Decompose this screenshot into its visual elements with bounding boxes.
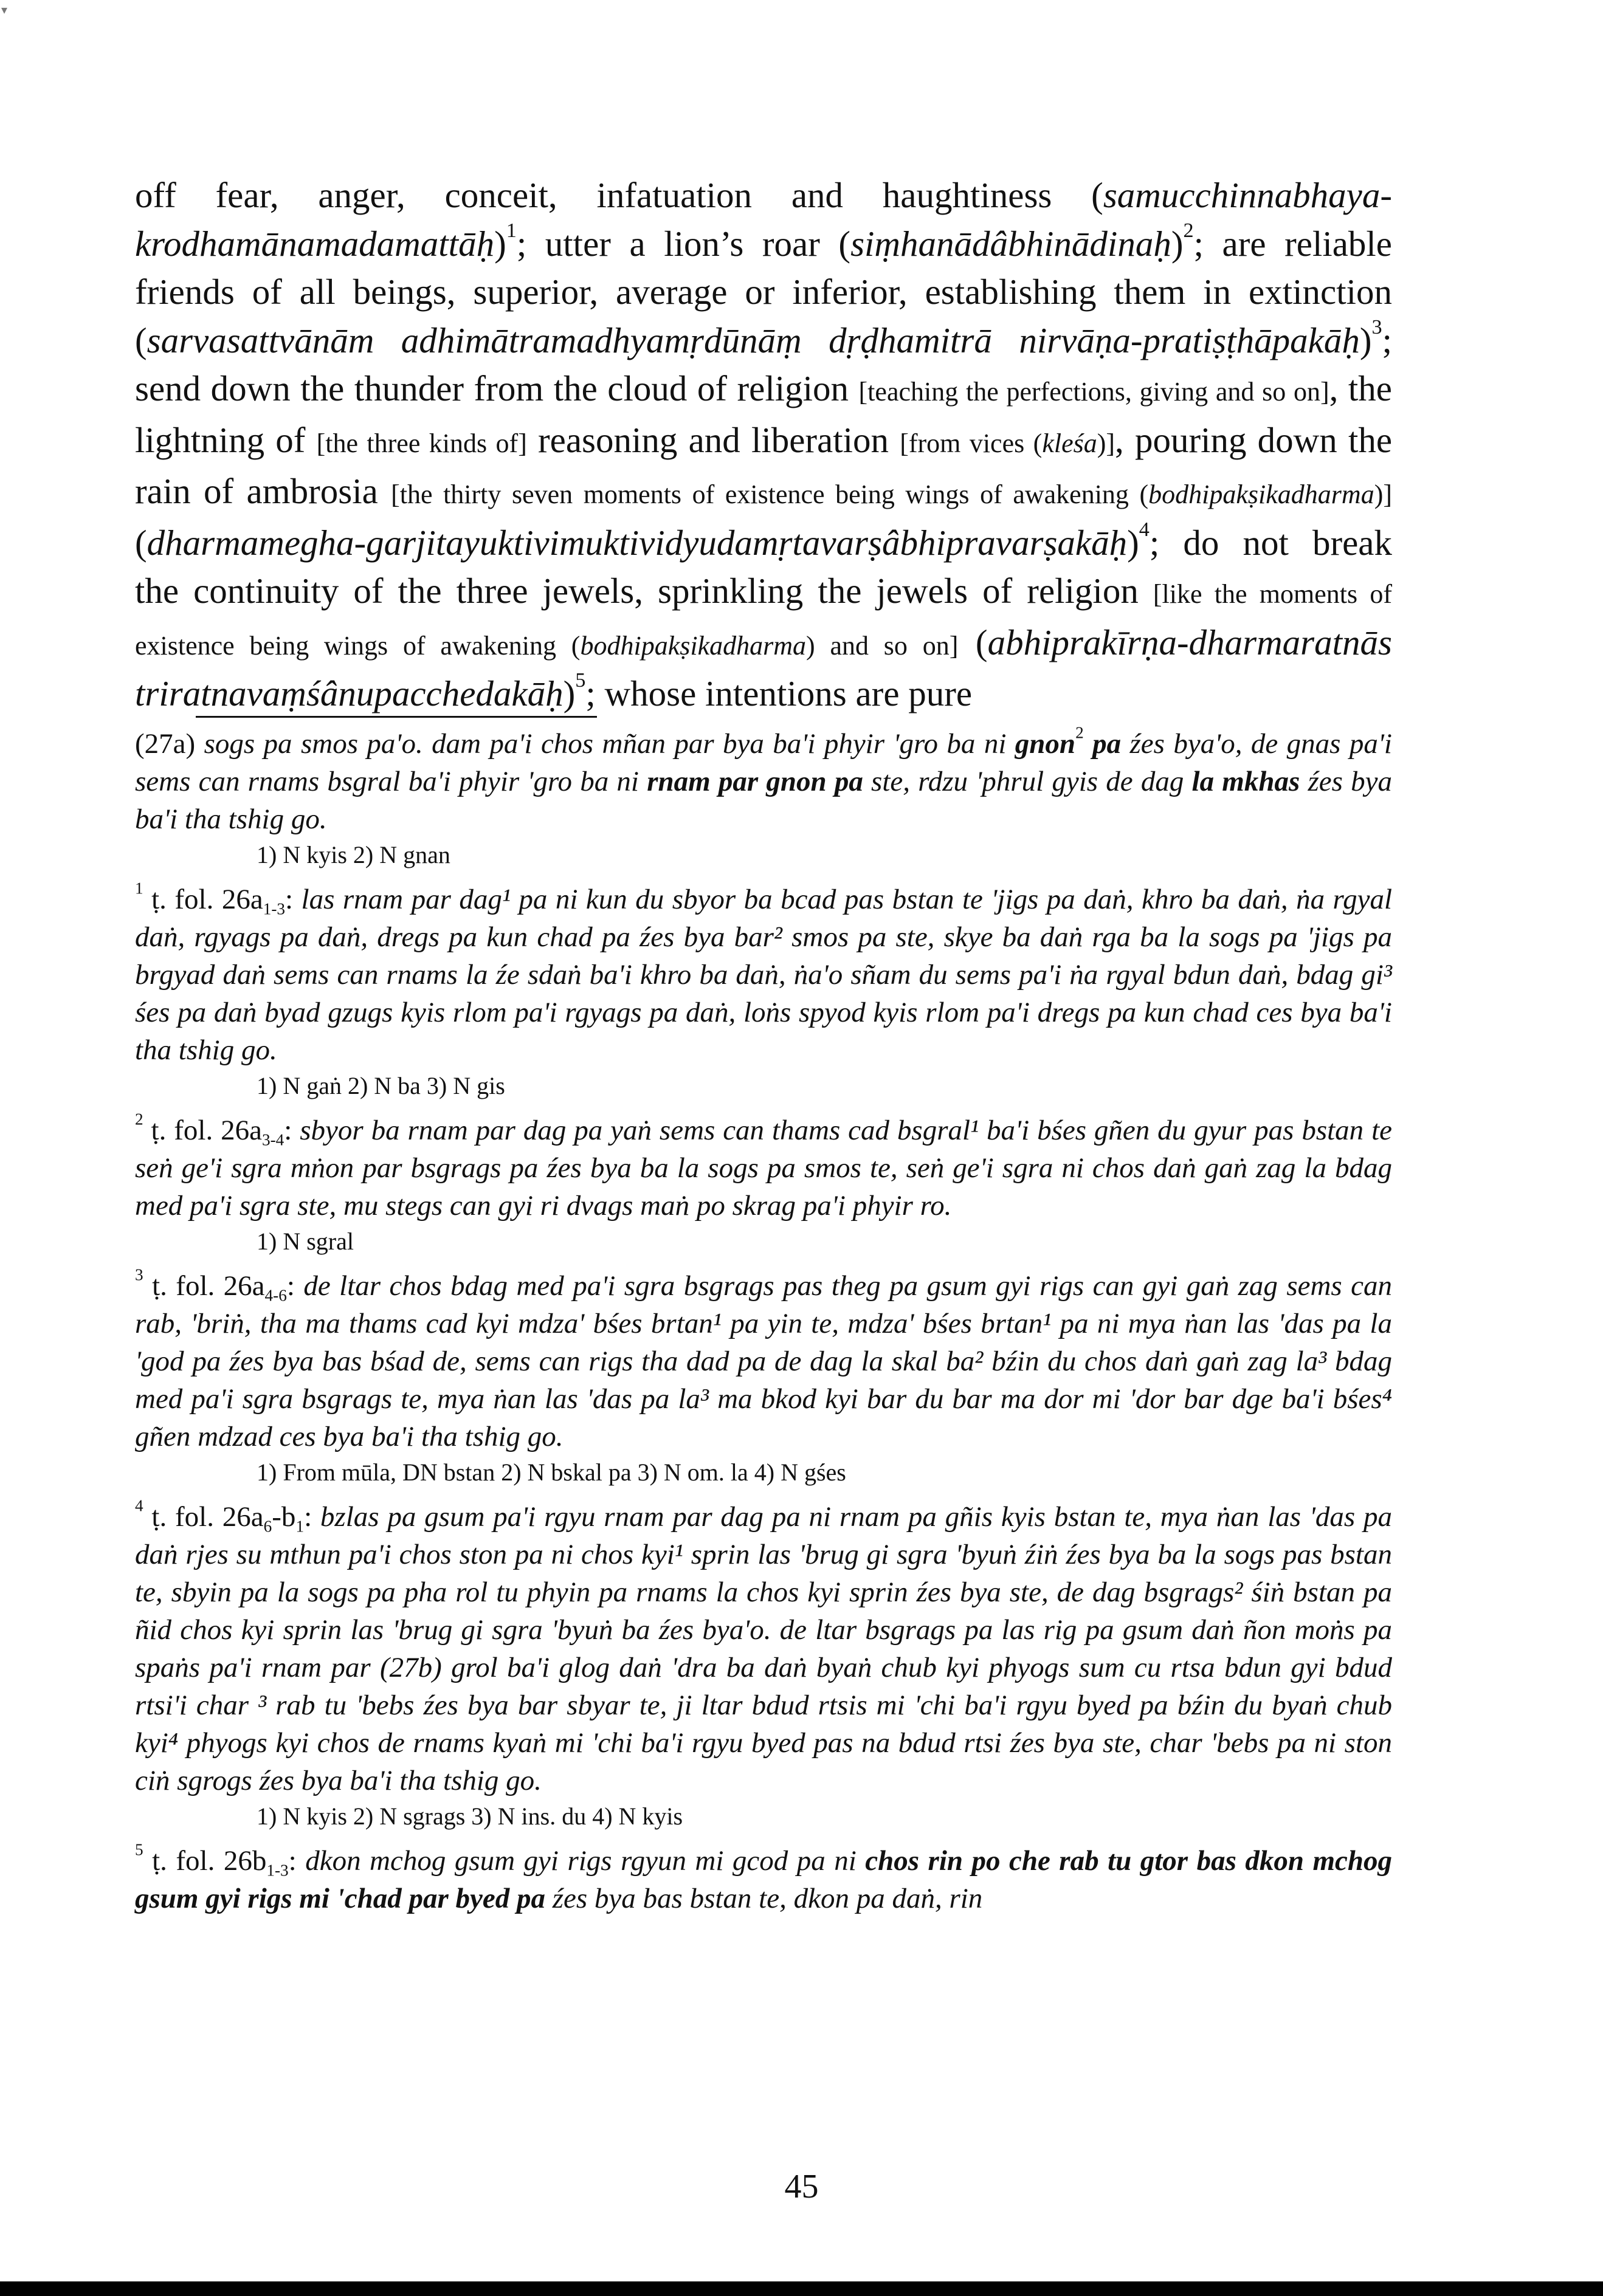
footnote-4-text: $^4$ ṭ. fol. $26a_6-b_1$: bzlas pa gsum pa'i rgyu rnam par dag pa ni rnam pa gñis kyis bstan te, mya ṅan las 'das pa daṅ rjes su mthun pa'i chos ston pa ni chos kyi¹ sprin las 'brug gi sgra 'byuṅ źiṅ źes bya ba la sogs pas bstan te, sbyin pa la sogs pa pha rol tu phyin pa rnams la chos kyi sprin źes bya ste, de dag bsgrags² śiṅ bstan pa ñid chos kyi sprin las 'brug gi sgra 'byuṅ ba źes bya'o. de ltar bsgrags pa las rig pa gsum daṅ ñon moṅs pa spaṅs pa'i rnam par (27b) grol ba'i glog daṅ 'dra ba daṅ byaṅ chub kyi phyogs sum cu rtsa bdun gyi bdud rtsi'i char ³ rab tu 'bebs źes bya bar sbyar te, ji ltar bdud rtsis mi 'chi ba'i rgyu byed pa bźin du byaṅ chub kyi⁴ phyogs kyi chos de rnams kyaṅ mi 'chi ba'i rgyu byed pas na bdud rtsi źes bya ste, char 'bebs pa ni ston ciṅ sgrogs źes bya ba'i tha tshig go. xyxy=(135,1496,1392,1796)
footnote-4 xyxy=(135,1498,1392,1834)
footnote-2-text: $^2$ ṭ. fol. $26a_{3-4}$: sbyor ba rnam par dag pa yaṅ sems can thams cad bsgral¹ ba'i bśes gñen du gyur pas bstan te seṅ ge'i sgra mṅon par bsgrags pa źes bya ba la sogs pa smos te, seṅ ge'i sgra ni chos daṅ gaṅ zag la bdag med pa'i sgra ste, mu stegs can gyi ri dvags maṅ po skrag pa'i phyir ro. xyxy=(135,1109,1392,1222)
footnote-5 xyxy=(135,1842,1392,1917)
footnote-1-text: $^1$ ṭ. fol. $26a_{1-3}$: las rnam par dag¹ pa ni kun du sbyor ba bcad pas bstan te 'jigs pa daṅ, khro ba daṅ, ṅa rgyal daṅ, rgyags pa daṅ, dregs pa kun chad pa źes bya bar² smos pa ste, skye ba daṅ rga ba la sogs pa 'jigs pa brgyad daṅ sems can rnams la źe sdaṅ ba'i khro ba daṅ, ṅa'o sñam du sems pa'i ṅa rgyal bdun daṅ, bdag gi³ śes pa daṅ byad gzugs kyis rlom pa'i rgyags pa daṅ, loṅs spyod kyis rlom pa'i dregs pa kun chad ces bya ba'i tha tshig go. xyxy=(135,878,1393,1066)
page-content xyxy=(135,171,1392,1917)
commentary-text: (27a) sogs pa smos pa'o. dam pa'i chos mñan par bya ba'i phyir 'gro ba ni gnon$^2$ pa źes bya'o, de gnas pa'i sems can rnams bsgral ba'i phyir 'gro ba ni rnam par gnon pa ste, rdzu 'phrul gyis de dag la mkhas źes bya ba'i tha tshig go. xyxy=(135,723,1392,835)
footnote-2-variants: 1) N sgral xyxy=(257,1227,354,1255)
page-number: 45 xyxy=(784,2168,819,2205)
footnote-4-variants: 1) N kyis 2) N sgrags 3) N ins. du 4) N kyis xyxy=(257,1802,683,1830)
footnote-1-variants: 1) N gaṅ 2) N ba 3) N gis xyxy=(257,1071,505,1099)
scan-bottom-edge xyxy=(0,2281,1603,2296)
footnote-1 xyxy=(135,878,1393,1103)
main-translation-paragraph: off fear, anger, conceit, infatuation and haughtiness (samucchinnabhaya-krodhamānamadamattāḥ)$^1$; utter a lion’s roar (siṃhanādâbhinādinaḥ)$^2$; are reliable friends of all beings, superior, average or inferior, establishing them in extinction (sarvasattvānām adhimātramadhyamṛdūnāṃ dṛḍhamitrā nirvāṇa-pratiṣṭhāpakāḥ)$^3$; send down the thunder from the cloud of religion [teaching the perfections, giving and so on], the lightning of [the three kinds of] reasoning and liberation [from vices (kleśa)], pouring down the rain of ambrosia [the thirty seven moments of existence being wings of awakening (bodhipakṣikadharma)] (dharmamegha-garjitayuktivimuktividyudamṛtavarṣâbhipravarṣakāḥ)$^4$; do not break the continuity of the three jewels, sprinkling the jewels of religion [like the moments of existence being wings of awakening (bodhipakṣikadharma) and so on] (abhiprakīrṇa-dharmaratnās triratnavaṃśânupacchedakāḥ)$^5$; whose intentions are pure xyxy=(135,175,1393,713)
footnote-2 xyxy=(135,1109,1392,1259)
footnote-3 xyxy=(135,1267,1392,1490)
footnote-3-variants: 1) From mūla, DN bstan 2) N bskal pa 3) N om. la 4) N gśes xyxy=(257,1458,846,1486)
commentary-block xyxy=(135,725,1392,872)
scan-edge-mark: ▾ xyxy=(1,4,8,17)
commentary-variants: 1) N kyis 2) N gnan xyxy=(257,840,450,868)
footnote-3-text: $^3$ ṭ. fol. $26a_{4-6}$: de ltar chos bdag med pa'i sgra bsgrags pas theg pa gsum gyi rigs can gyi gaṅ zag sems can rab, 'briṅ, tha ma thams cad kyi mdza' bśes brtan¹ pa yin te, mdza' bśes brtan¹ pa ni mya ṅan las 'das pa la 'god pa źes bya bas bśad de, sems can rigs tha dad pa de dag la skal ba² bźin du chos daṅ gaṅ zag la³ bdag med pa'i sgra bsgrags te, mya ṅan las 'das pa la³ ma bkod kyi bar du bar ma dor mi 'dor bar dge ba'i bśes⁴ gñen mdzad ces bya ba'i tha tshig go. xyxy=(135,1265,1392,1452)
footnote-5-text: $^5$ ṭ. fol. $26b_{1-3}$: dkon mchog gsum gyi rigs rgyun mi gcod pa ni chos rin po che rab tu gtor bas dkon mchog gsum gyi rigs mi 'chad par byed pa źes bya bas bstan te, dkon pa daṅ, rin xyxy=(135,1840,1393,1914)
